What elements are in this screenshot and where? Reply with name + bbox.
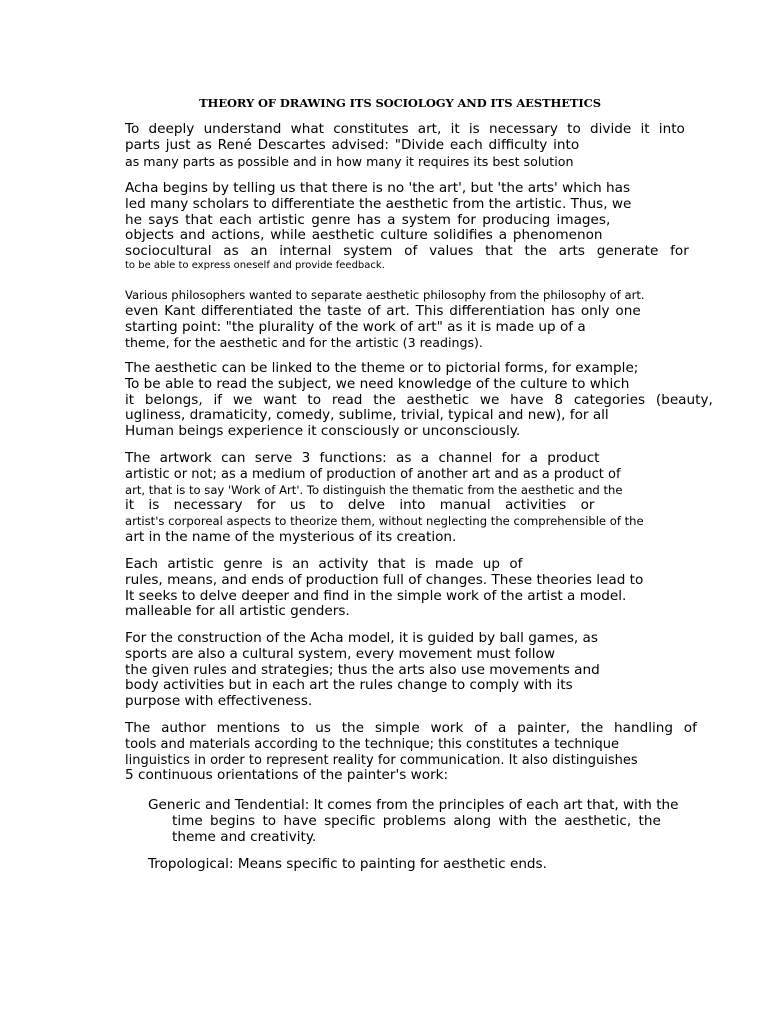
word: categories: [573, 391, 646, 408]
paragraph-line: art in the name of the mysterious of its creation.: [125, 528, 457, 545]
word: of: [683, 720, 697, 736]
word: the: [373, 391, 396, 408]
word: the: [524, 243, 547, 260]
paragraph-5: [125, 451, 715, 546]
word: is: [468, 121, 480, 137]
word: 8: [554, 391, 563, 408]
paragraph-line: as many parts as possible and in how many it requires its best solution: [125, 153, 574, 169]
paragraph-line: art, that is to say 'Work of Art'. To distinguish the thematic from the aesthetic and the: [125, 482, 623, 497]
paragraph-line: sports are also a cultural system, every movement must follow: [125, 645, 555, 662]
word: read: [331, 391, 363, 408]
paragraph-line: 5 continuous orientations of the painter's work:: [125, 767, 449, 784]
word: The: [125, 720, 151, 736]
word: into: [658, 121, 685, 137]
paragraph-line: Acha begins by telling us that there is no 'the art', but 'the arts' which has: [125, 180, 631, 196]
word: constitutes: [333, 121, 409, 137]
word: it: [640, 121, 650, 137]
word: a: [498, 720, 507, 736]
word: sociocultural: [125, 243, 212, 260]
word: of: [474, 720, 488, 736]
paragraph-line: objects and actions, while aesthetic culture solidifies a phenomenon: [125, 227, 603, 244]
paragraph-line: the given rules and strategies; thus the arts also use movements and: [125, 661, 600, 678]
paragraph-line: starting point: "the plurality of the work of art" as it is made up of a: [125, 318, 586, 335]
word: divide: [590, 121, 632, 137]
paragraph-line: Each artistic genre is an activity that is made up of: [125, 556, 523, 572]
word: understand: [203, 121, 282, 137]
word: deeply: [148, 121, 195, 137]
word: necessary: [488, 121, 558, 137]
paragraph-1: [125, 122, 715, 169]
paragraph-line: The aesthetic can be linked to the theme or to pictorial forms, for example;: [125, 360, 639, 376]
word: (beauty,: [655, 391, 713, 408]
word: art,: [417, 121, 442, 137]
paragraph-line: body activities but in each art the rules change to comply with its: [125, 677, 573, 694]
word: handling: [614, 720, 674, 736]
paragraph-line: The artwork can serve 3 functions: as a channel for a product: [125, 450, 600, 466]
word: to: [567, 121, 581, 137]
word: as: [223, 243, 239, 260]
word: internal: [279, 243, 332, 260]
word: painter,: [517, 720, 571, 736]
word: generate: [596, 243, 659, 260]
paragraph-6: [125, 557, 715, 620]
paragraph-line: to be able to express oneself and provide feedback.: [125, 259, 385, 271]
paragraph-line: led many scholars to differentiate the aesthetic from the artistic. Thus, we: [125, 195, 632, 212]
list-item-line: time begins to have specific problems along with the aesthetic, the: [172, 812, 661, 829]
paragraph-7: [125, 631, 715, 710]
orientation-item-2: [148, 857, 708, 873]
paragraph-line: malleable for all artistic genders.: [125, 603, 350, 620]
word: mentions: [216, 720, 281, 736]
paragraph-line: [125, 721, 697, 737]
paragraph-line: linguistics in order to represent reality for communication. It also distinguishes: [125, 752, 638, 768]
paragraph-line: it is necessary for us to delve into manual activities or: [125, 497, 595, 514]
word: we: [479, 391, 500, 408]
paragraph-line: he says that each artistic genre has a system for producing images,: [125, 211, 611, 228]
paragraph-line: purpose with effectiveness.: [125, 693, 313, 710]
word: to: [307, 391, 322, 408]
word: to: [290, 720, 305, 736]
word: system: [343, 243, 393, 260]
word: it: [450, 121, 460, 137]
word: if: [213, 391, 223, 408]
word: simple: [374, 720, 420, 736]
word: it: [125, 391, 135, 408]
paragraph-4: [125, 361, 715, 440]
paragraph-line: artistic or not; as a medium of production of another art and as a product of: [125, 466, 621, 482]
word: have: [510, 391, 544, 408]
paragraph-line: Various philosophers wanted to separate aesthetic philosophy from the philosophy of art.: [125, 288, 645, 302]
document-title: THEORY OF DRAWING ITS SOCIOLOGY AND ITS AESTHETICS: [199, 96, 601, 110]
paragraph-line: [125, 122, 685, 138]
word: belongs,: [144, 391, 203, 408]
word: aesthetic: [406, 391, 470, 408]
paragraph-8: [125, 721, 715, 784]
paragraph-line: For the construction of the Acha model, it is guided by ball games, as: [125, 630, 598, 646]
paragraph-line: [125, 244, 689, 260]
paragraph-line: To be able to read the subject, we need knowledge of the culture to which: [125, 375, 630, 392]
paragraph-line: tools and materials according to the technique; this constitutes a technique: [125, 736, 620, 752]
word: author: [161, 720, 206, 736]
list-item-line: theme and creativity.: [172, 828, 317, 845]
list-item-line: Tropological: Means specific to painting for aesthetic ends.: [148, 856, 547, 872]
word: values: [429, 243, 474, 260]
paragraph-2: [125, 181, 715, 272]
orientation-item-1: [148, 798, 708, 845]
paragraph-line: theme, for the aesthetic and for the artistic (3 readings).: [125, 335, 483, 351]
word: work: [430, 720, 464, 736]
word: an: [250, 243, 268, 260]
list-item-line: Generic and Tendential: It comes from the principles of each art that, with the: [148, 797, 679, 813]
word: arts: [558, 243, 585, 260]
word: what: [290, 121, 324, 137]
word: we: [232, 391, 253, 408]
word: the: [580, 720, 604, 736]
word: want: [263, 391, 297, 408]
paragraph-line: [125, 393, 713, 409]
paragraph-line: It seeks to delve deeper and find in the simple work of the artist a model.: [125, 587, 627, 604]
paragraph-line: rules, means, and ends of production full of changes. These theories lead to: [125, 571, 644, 588]
paragraph-line: artist's corporeal aspects to theorize them, without neglecting the comprehensible of the: [125, 514, 644, 529]
word: the: [341, 720, 365, 736]
word: To: [125, 121, 140, 137]
word: that: [485, 243, 513, 260]
paragraph-3: [125, 288, 715, 351]
word: of: [404, 243, 418, 260]
paragraph-line: even Kant differentiated the taste of art. This differentiation has only one: [125, 302, 641, 319]
paragraph-line: ugliness, dramaticity, comedy, sublime, trivial, typical and new), for all: [125, 407, 609, 424]
paragraph-line: parts just as René Descartes advised: "Divide each difficulty into: [125, 136, 580, 153]
word: for: [670, 243, 689, 260]
paragraph-line: Human beings experience it consciously or unconsciously.: [125, 423, 521, 440]
word: us: [315, 720, 331, 736]
